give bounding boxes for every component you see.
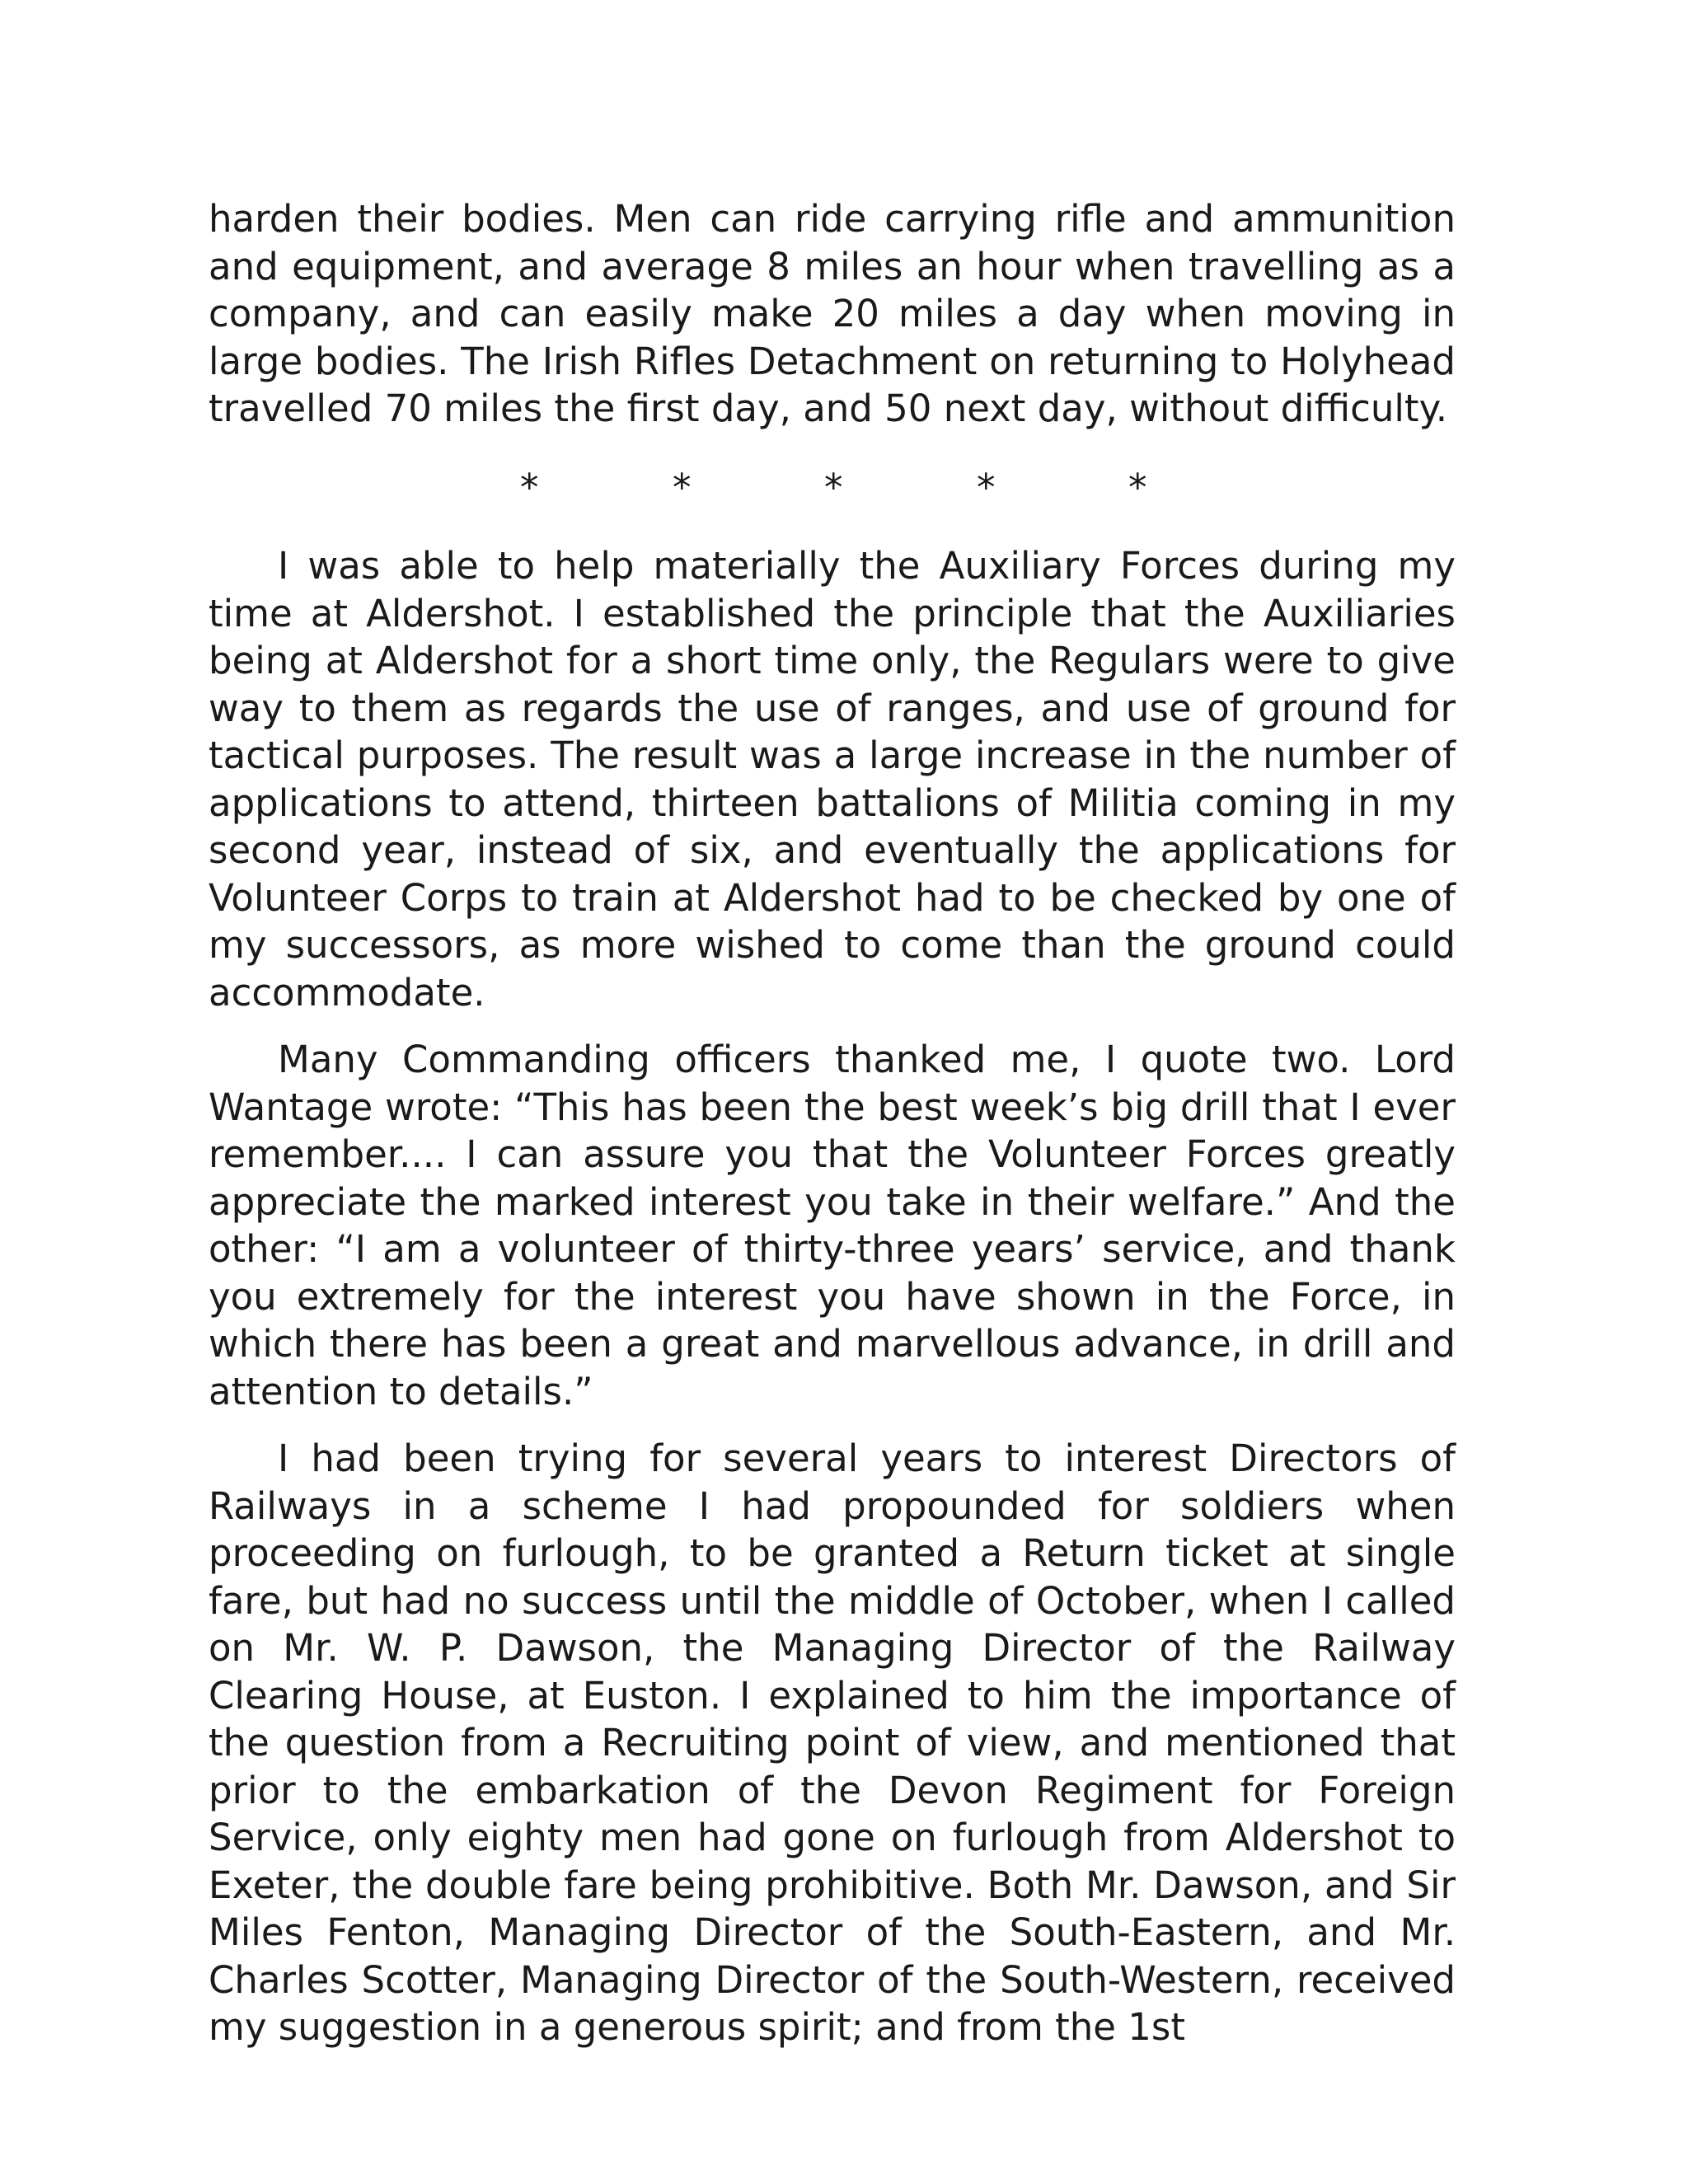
section-break-asterisk: * (520, 465, 539, 509)
paragraph-3: Many Commanding officers thanked me, I quote two. Lord Wantage wrote: “This has been the best week’s big drill that I ever remember.... I can assure you that the Volunteer Forces greatly appreciate the marked interest you take in their welfare.” And the other: “I am a volunteer of thirty-three years’ service, and thank you extremely for the interest you have shown in the Force, in which there has been a great and marvellous advance, in drill and attention to details.” (209, 1038, 1456, 1413)
body-text (209, 195, 1456, 2051)
section-break (209, 464, 1456, 512)
section-break-asterisk: * (977, 465, 996, 509)
paragraph-4: I had been trying for several years to interest Directors of Railways in a scheme I had propounded for soldiers when proceeding on furlough, to be granted a Return ticket at single fare, but had no success until the middle of October, when I called on Mr. W. P. Dawson, the Managing Director of the Railway Clearing House, at Euston. I explained to him the importance of the question from a Recruiting point of view, and mentioned that prior to the embarkation of the Devon Regiment for Foreign Service, only eighty men had gone on furlough from Aldershot to Exeter, the double fare being prohibitive. Both Mr. Dawson, and Sir Miles Fenton, Managing Director of the South-Eastern, and Mr. Charles Scotter, Managing Director of the South-Western, received my suggestion in a generous spirit; and from the 1st (209, 1436, 1456, 2049)
section-break-asterisk: * (673, 465, 692, 509)
section-break-asterisk: * (824, 465, 843, 509)
section-break-asterisk: * (1128, 465, 1147, 509)
paragraph-1: harden their bodies. Men can ride carrying rifle and ammunition and equipment, and average 8 miles an hour when travelling as a company, and can easily make 20 miles a day when moving in large bodies. The Irish Rifles Detachment on returning to Holyhead travelled 70 miles the first day, and 50 next day, without difficulty. (209, 197, 1456, 430)
paragraph-2: I was able to help materially the Auxiliary Forces during my time at Aldershot. I established the principle that the Auxiliaries being at Aldershot for a short time only, the Regulars were to give way to them as regards the use of ranges, and use of ground for tactical purposes. The result was a large increase in the number of applications to attend, thirteen battalions of Militia coming in my second year, instead of six, and eventually the applications for Volunteer Corps to train at Aldershot had to be checked by one of my successors, as more wished to come than the ground could accommodate. (209, 544, 1456, 1015)
